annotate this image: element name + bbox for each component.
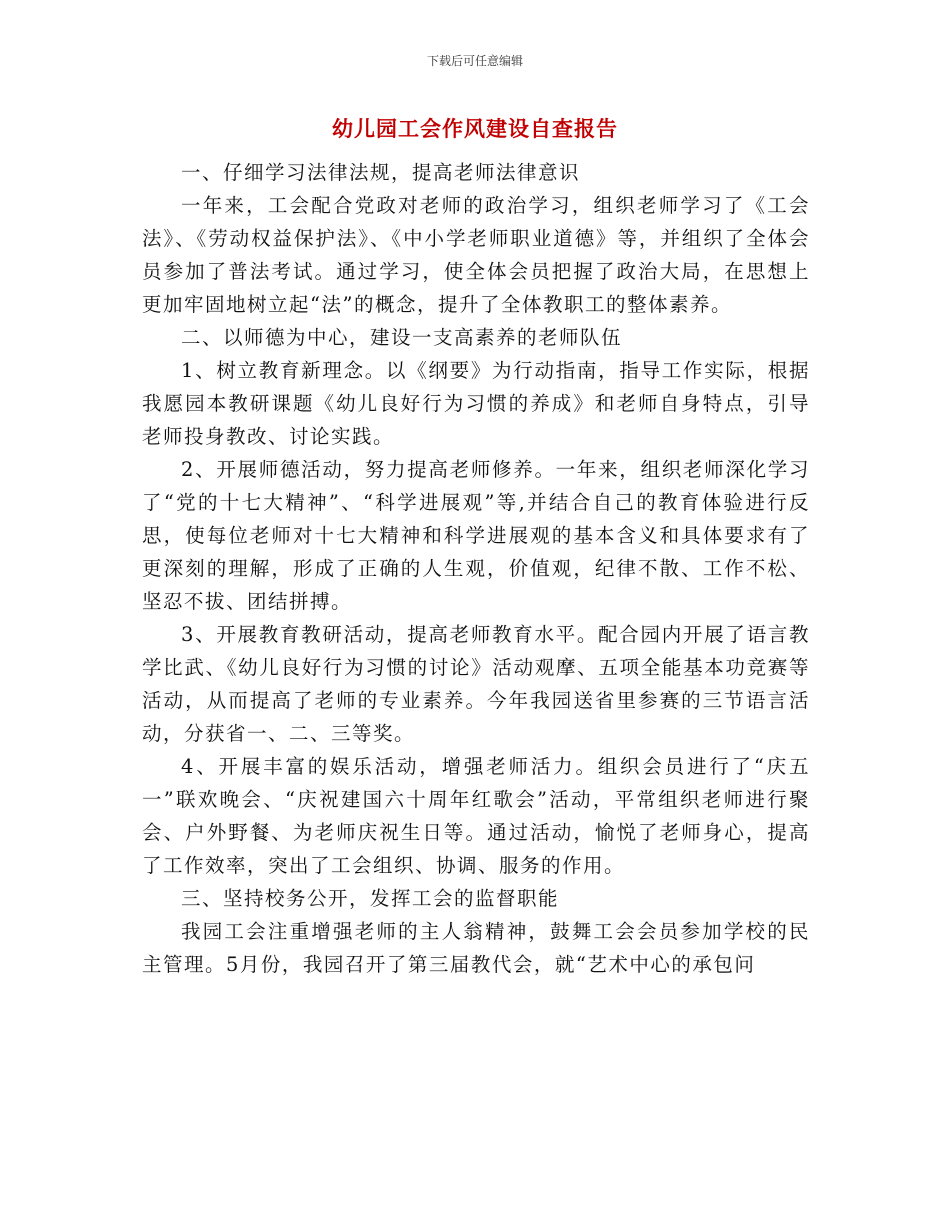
paragraph: 1、树立教育新理念。以《纲要》为行动指南，指导工作实际，根据我愿园本教研课题《幼儿良好行为习惯的养成》和老师自身特点，引导老师投身教改、讨论实践。 — [142, 359, 810, 448]
paragraph: 2、开展师德活动，努力提高老师修养。一年来，组织老师深化学习了“党的十七大精神”、“科学进展观”等,并结合自己的教育体验进行反思，使每位老师对十七大精神和科学进展观的基本含义和具体要求有了更深刻的理解，形成了正确的人生观，价值观，纪律不散、工作不松、坚忍不拔、团结拼搏。 — [142, 458, 810, 613]
section-heading-1: 一、仔细学习法律法规，提高老师法律意识 — [181, 161, 581, 184]
paragraph: 我园工会注重增强老师的主人翁精神，鼓舞工会会员参加学校的民主管理。5月份，我园召开了第三届教代会，就“艺术中心的承包问 — [142, 920, 810, 976]
paragraph: 4、开展丰富的娱乐活动，增强老师活力。组织会员进行了“庆五一”联欢晚会、“庆祝建国六十周年红歌会”活动，平常组织老师进行聚会、户外野餐、为老师庆祝生日等。通过活动，愉悦了老师身心，提高了工作效率，突出了工会组织、协调、服务的作用。 — [142, 755, 810, 877]
paragraph: 一年来，工会配合党政对老师的政治学习，组织老师学习了《工会法》、《劳动权益保护法》、《中小学老师职业道德》等，并组织了全体会员参加了普法考试。通过学习，使全体会员把握了政治大局，在思想上更加牢固地树立起“法”的概念，提升了全体教职工的整体素养。 — [142, 194, 810, 316]
header-note: 下载后可任意编辑 — [426, 54, 523, 68]
section-heading-2: 二、以师德为中心，建设一支高素养的老师队伍 — [181, 326, 623, 349]
document-title: 幼儿园工会作风建设自查报告 — [332, 116, 618, 141]
section-heading-3: 三、坚持校务公开，发挥工会的监督职能 — [181, 887, 560, 910]
paragraph: 3、开展教育教研活动，提高老师教育水平。配合园内开展了语言教学比武、《幼儿良好行为习惯的讨论》活动观摩、五项全能基本功竞赛等活动，从而提高了老师的专业素养。今年我园送省里参赛的三节语言活动，分获省一、二、三等奖。 — [142, 623, 810, 745]
document-body — [142, 156, 810, 981]
